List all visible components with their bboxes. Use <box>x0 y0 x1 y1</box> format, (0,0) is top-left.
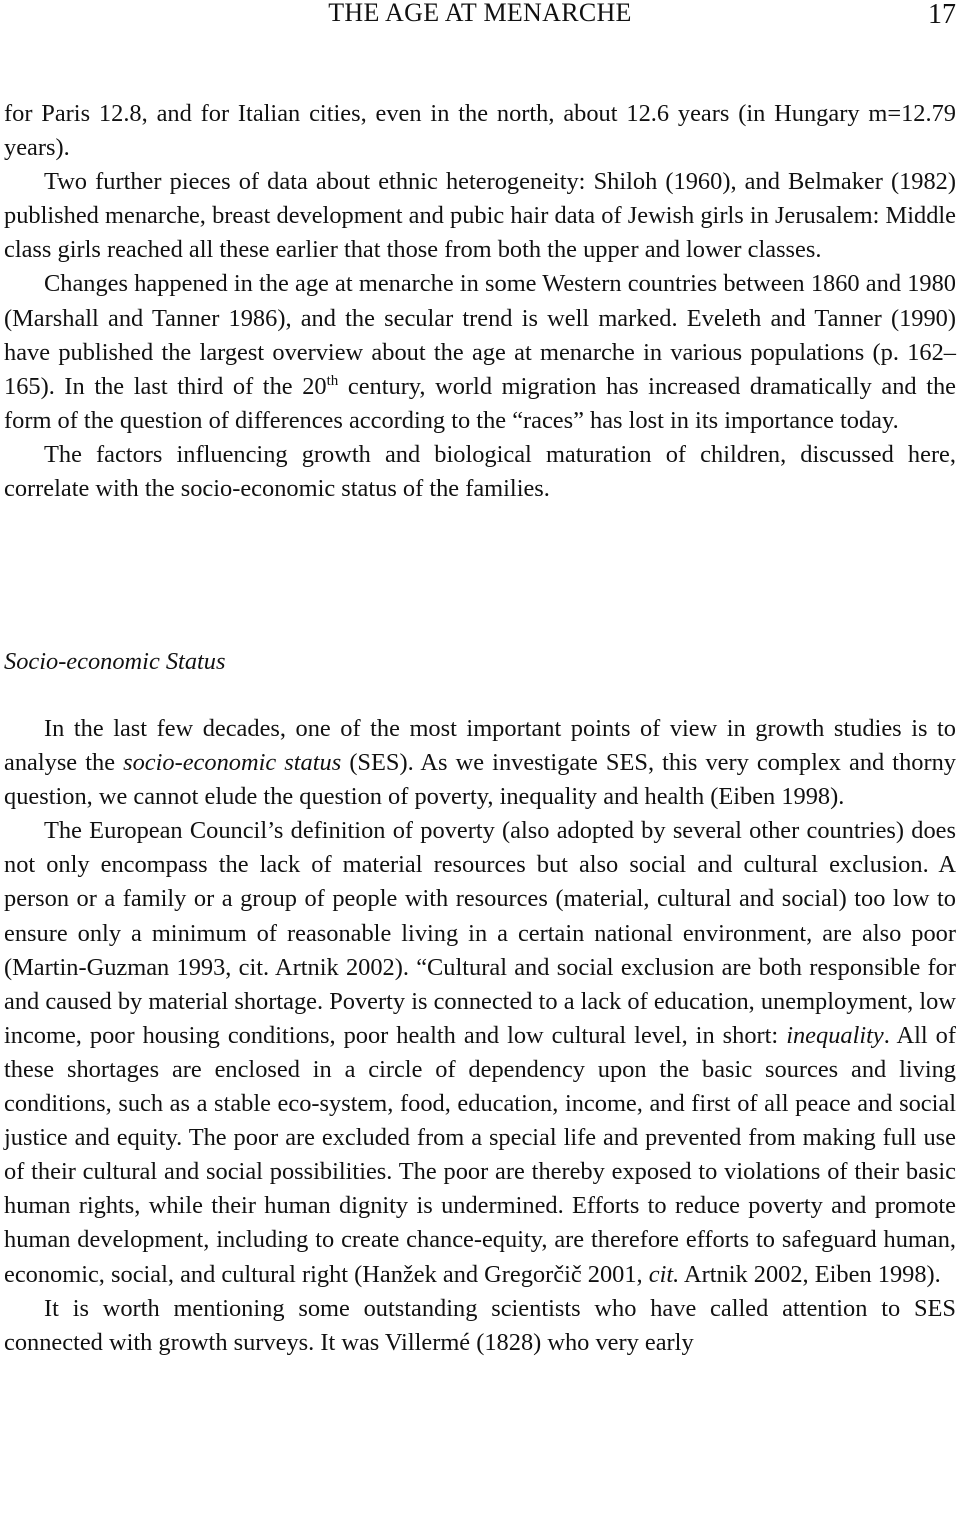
body-text-top <box>4 97 956 506</box>
emphasis-term: socio-economic status <box>123 749 342 777</box>
paragraph-text: (SES). As we investigate SES, this very complex and thorny question, we cannot elude the question of poverty, inequality and health (Eiben 1998). <box>4 749 956 811</box>
paragraph-scientists <box>4 1292 956 1360</box>
paragraph-ses-intro <box>4 712 956 814</box>
paragraph-text: Changes happened in the age at menarche in some Western countries between 1860 and 1980 (Marshall and Tanner 1986), and the secular trend is well marked. Eveleth and Tanner (1990) have published the largest overview about the age at menarche in various populations (p. 162–165). In the last third of the 20 <box>4 270 956 400</box>
emphasis-citation: cit. <box>648 1260 680 1288</box>
body-text-bottom <box>4 712 956 1360</box>
paragraph-text: for Paris 12.8, and for Italian cities, even in the north, about 12.6 years (in Hungary m=12.79 years). <box>4 100 956 162</box>
paragraph-factors <box>4 438 956 506</box>
paragraph-poverty-definition <box>4 814 956 1291</box>
superscript-ordinal: th <box>326 372 339 389</box>
paragraph-text: . All of these shortages are enclosed in a circle of dependency upon the basic sources and living conditions, such as a stable eco-system, food, education, income, and first of all peace and social justice and equity. The poor are excluded from a special life and prevented from making full use of their cultural and social possibilities. The poor are thereby exposed to violations of their basic human rights, while their human dignity is undermined. Efforts to reduce poverty and promote human development, including to create chance-equity, are therefore efforts to safeguard human, economic, social, and cultural right (Hanžek and Gregorčič 2001, <box>4 1021 956 1288</box>
emphasis-term: inequality <box>786 1021 884 1049</box>
paragraph-continued <box>4 97 956 165</box>
paragraph-text: In the last few decades, one of the most important points of view in growth studies is to analyse the <box>4 715 956 777</box>
section-heading: Socio-economic Status <box>4 648 226 675</box>
paragraph-text: The factors influencing growth and biological maturation of children, discussed here, correlate with the socio-economic status of the families. <box>4 440 956 503</box>
paragraph-text: The European Council’s definition of poverty (also adopted by several other countries) does not only encompass the lack of material resources but also social and cultural exclusion. A person or a family or a group of people with resources (material, cultural and social) too low to ensure only a minimum of reasonable living in a certain national environment, are also poor (Martin-Guzman 1993, cit. Artnik 2002). “Cultural and social exclusion are both responsible for and caused by material shortage. Poverty is connected to a lack of education, unemployment, low income, poor housing conditions, poor health and low cultural level, in short: <box>4 817 956 1049</box>
page-number: 17 <box>928 0 956 30</box>
paragraph-text: It is worth mentioning some outstanding scientists who have called attention to SES connected with growth surveys. It was Villermé (1828) who very early <box>4 1294 956 1356</box>
paragraph-text: century, world migration has increased dramatically and the form of the question of differences according to the “races” has lost in its importance today. <box>4 372 956 434</box>
paragraph-secular-trend <box>4 267 956 437</box>
running-title: THE AGE AT MENARCHE <box>328 0 632 27</box>
paragraph-text: Two further pieces of data about ethnic heterogeneity: Shiloh (1960), and Belmaker (1982) published menarche, breast development and pubic hair data of Jewish girls in Jerusalem: Middle class girls reached all these earlier that those from both the upper and lower classes. <box>4 168 956 264</box>
running-header <box>0 0 960 40</box>
paragraph-ethnic-heterogeneity <box>4 165 956 267</box>
paragraph-text: Artnik 2002, Eiben 1998). <box>679 1260 941 1288</box>
